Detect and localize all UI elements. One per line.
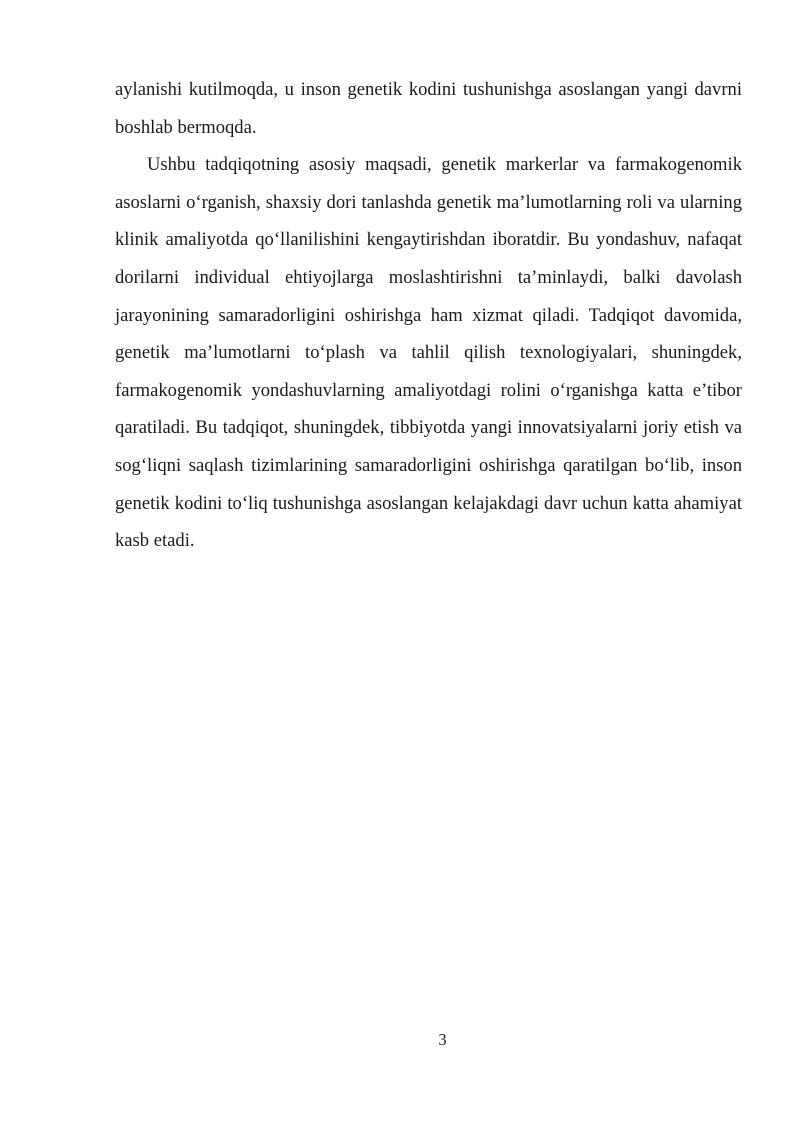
- body-text: [115, 71, 742, 560]
- page-number: 3: [438, 1030, 447, 1049]
- paragraph-research-aim: Ushbu tadqiqotning asosiy maqsadi, genetik markerlar va farmakogenomik asoslarni o‘rganish, shaxsiy dori tanlashda genetik ma’lumotlarning roli va ularning klinik amaliyotda qo‘llanilishini kengaytirishdan iboratdir. Bu yondashuv, nafaqat dorilarni individual ehtiyojlarga moslashtirishni ta’minlaydi, balki davolash jarayonining samaradorligini oshirishga ham xizmat qiladi. Tadqiqot davomida, genetik ma’lumotlarni to‘plash va tahlil qilish texnologiyalari, shuningdek, farmakogenomik yondashuvlarning amaliyotdagi rolini o‘rganishga katta e’tibor qaratiladi. Bu tadqiqot, shuningdek, tibbiyotda yangi innovatsiyalarni joriy etish va sog‘liqni saqlash tizimlarining samaradorligini oshirishga qaratilgan bo‘lib, inson genetik kodini to‘liq tushunishga asoslangan kelajakdagi davr uchun katta ahamiyat kasb etadi.: [115, 154, 742, 552]
- paragraph-continuation: aylanishi kutilmoqda, u inson genetik kodini tushunishga asoslangan yangi davrni boshlab bermoqda.: [115, 79, 742, 138]
